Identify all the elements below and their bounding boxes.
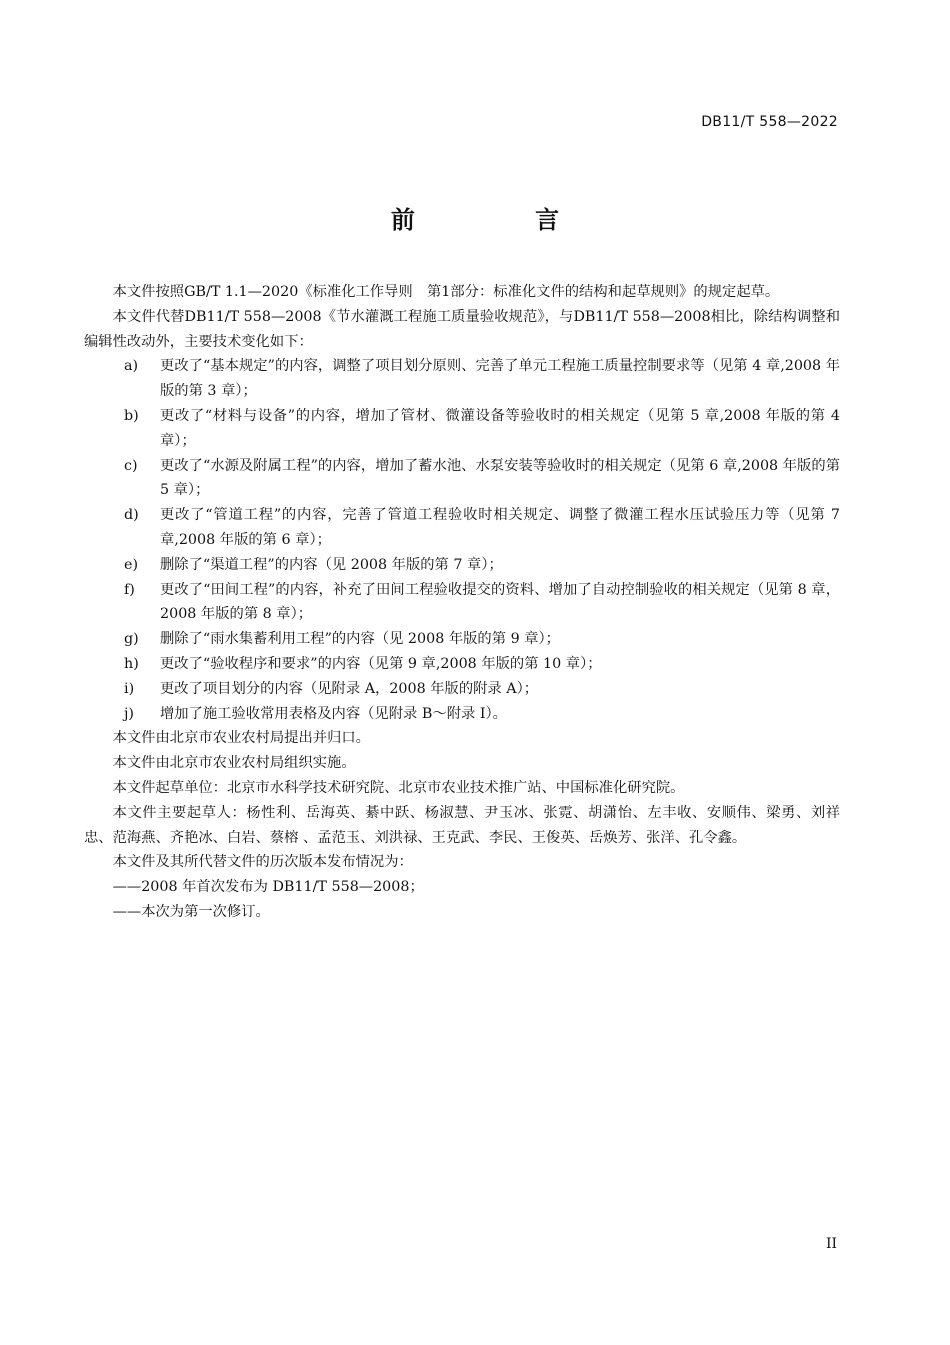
list-item (84, 652, 840, 677)
page-number: II (825, 1236, 837, 1252)
list-marker: h) (124, 655, 139, 672)
list-marker: b) (124, 407, 139, 424)
history-item: ——2008 年首次发布为 DB11/T 558—2008； (112, 879, 424, 896)
list-item-text: 更改了“管道工程”的内容，完善了管道工程验收时相关规定、调整了微灌工程水压试验压力等（见第 7 章,2008 年版的第 6 章）； (160, 507, 840, 548)
document-code: DB11/T 558—2022 (701, 114, 838, 130)
list-item-text: 更改了“基本规定”的内容，调整了项目划分原则、完善了单元工程施工质量控制要求等（见第 4 章,2008 年版的第 3 章）； (160, 358, 840, 400)
list-marker: a) (124, 358, 139, 375)
list-item-text: 更改了“材料与设备”的内容，增加了管材、微灌设备等验收时的相关规定（见第 5 章,2008 年版的第 4 章）； (160, 407, 840, 449)
list-item-text: 更改了项目划分的内容（见附录 A，2008 年版的附录 A）； (160, 680, 539, 697)
changes-list (84, 354, 840, 726)
list-marker: i) (124, 680, 135, 697)
intro-paragraph-replacement: 本文件代替DB11/T 558—2008《节水灌溉工程施工质量验收规范》，与DB11/T 558—2008相比，除结构调整和编辑性改动外，主要技术变化如下： (84, 308, 840, 350)
list-item-text: 增加了施工验收常用表格及内容（见附录 B～附录 I）。 (160, 705, 507, 722)
list-item-text: 删除了“渠道工程”的内容（见 2008 年版的第 7 章）； (160, 556, 503, 573)
history-intro: 本文件及其所代替文件的历次版本发布情况为： (112, 854, 413, 871)
document-body (84, 280, 840, 925)
page-title: 前 言 (390, 206, 616, 234)
drafting-units-statement: 本文件起草单位：北京市水科学技术研究院、北京市农业技术推广站、中国标准化研究院。 (112, 779, 685, 796)
list-item (84, 354, 840, 404)
list-item-text: 更改了“验收程序和要求”的内容（见第 9 章,2008 年版的第 10 章）； (160, 655, 602, 672)
list-item (84, 503, 840, 553)
list-item-text: 更改了“水源及附属工程”的内容，增加了蓄水池、水泵安装等验收时的相关规定（见第 6 章,2008 年版的第 5 章）； (160, 457, 840, 499)
list-marker: e) (124, 556, 139, 573)
list-item (84, 677, 840, 702)
list-marker: g) (124, 631, 139, 648)
list-item (84, 553, 840, 578)
intro-paragraph-drafting-rules: 本文件按照GB/T 1.1—2020《标准化工作导则 第1部分：标准化文件的结构和起草规则》的规定起草。 (112, 284, 780, 300)
list-marker: c) (124, 457, 138, 474)
implemented-statement: 本文件由北京市农业农村局组织实施。 (112, 755, 356, 772)
list-item-text: 更改了“田间工程”的内容，补充了田间工程验收提交的资料、增加了自动控制验收的相关规定（见第 8 章，2008 年版的第 8 章）； (160, 581, 840, 623)
list-marker: f) (124, 581, 135, 598)
proposed-statement: 本文件由北京市农业农村局提出并归口。 (112, 730, 370, 747)
list-item (84, 454, 840, 504)
drafters-statement: 本文件主要起草人：杨性利、岳海英、綦中跃、杨淑慧、尹玉冰、张霓、胡潇怡、左丰收、安顺伟、梁勇、刘祥忠、范海燕、齐艳冰、白岩、蔡榕 、孟范玉、刘洪禄、王克武、李民、王俊英、岳焕芳、张洋、孔令鑫。 (84, 804, 840, 846)
list-item (84, 627, 840, 652)
list-marker: d) (124, 507, 139, 524)
list-item (84, 702, 840, 727)
list-marker: j) (124, 705, 135, 722)
list-item (84, 578, 840, 628)
list-item-text: 删除了“雨水集蓄利用工程”的内容（见 2008 年版的第 9 章）； (160, 631, 560, 648)
list-item (84, 404, 840, 454)
history-item: ——本次为第一次修订。 (112, 903, 270, 920)
